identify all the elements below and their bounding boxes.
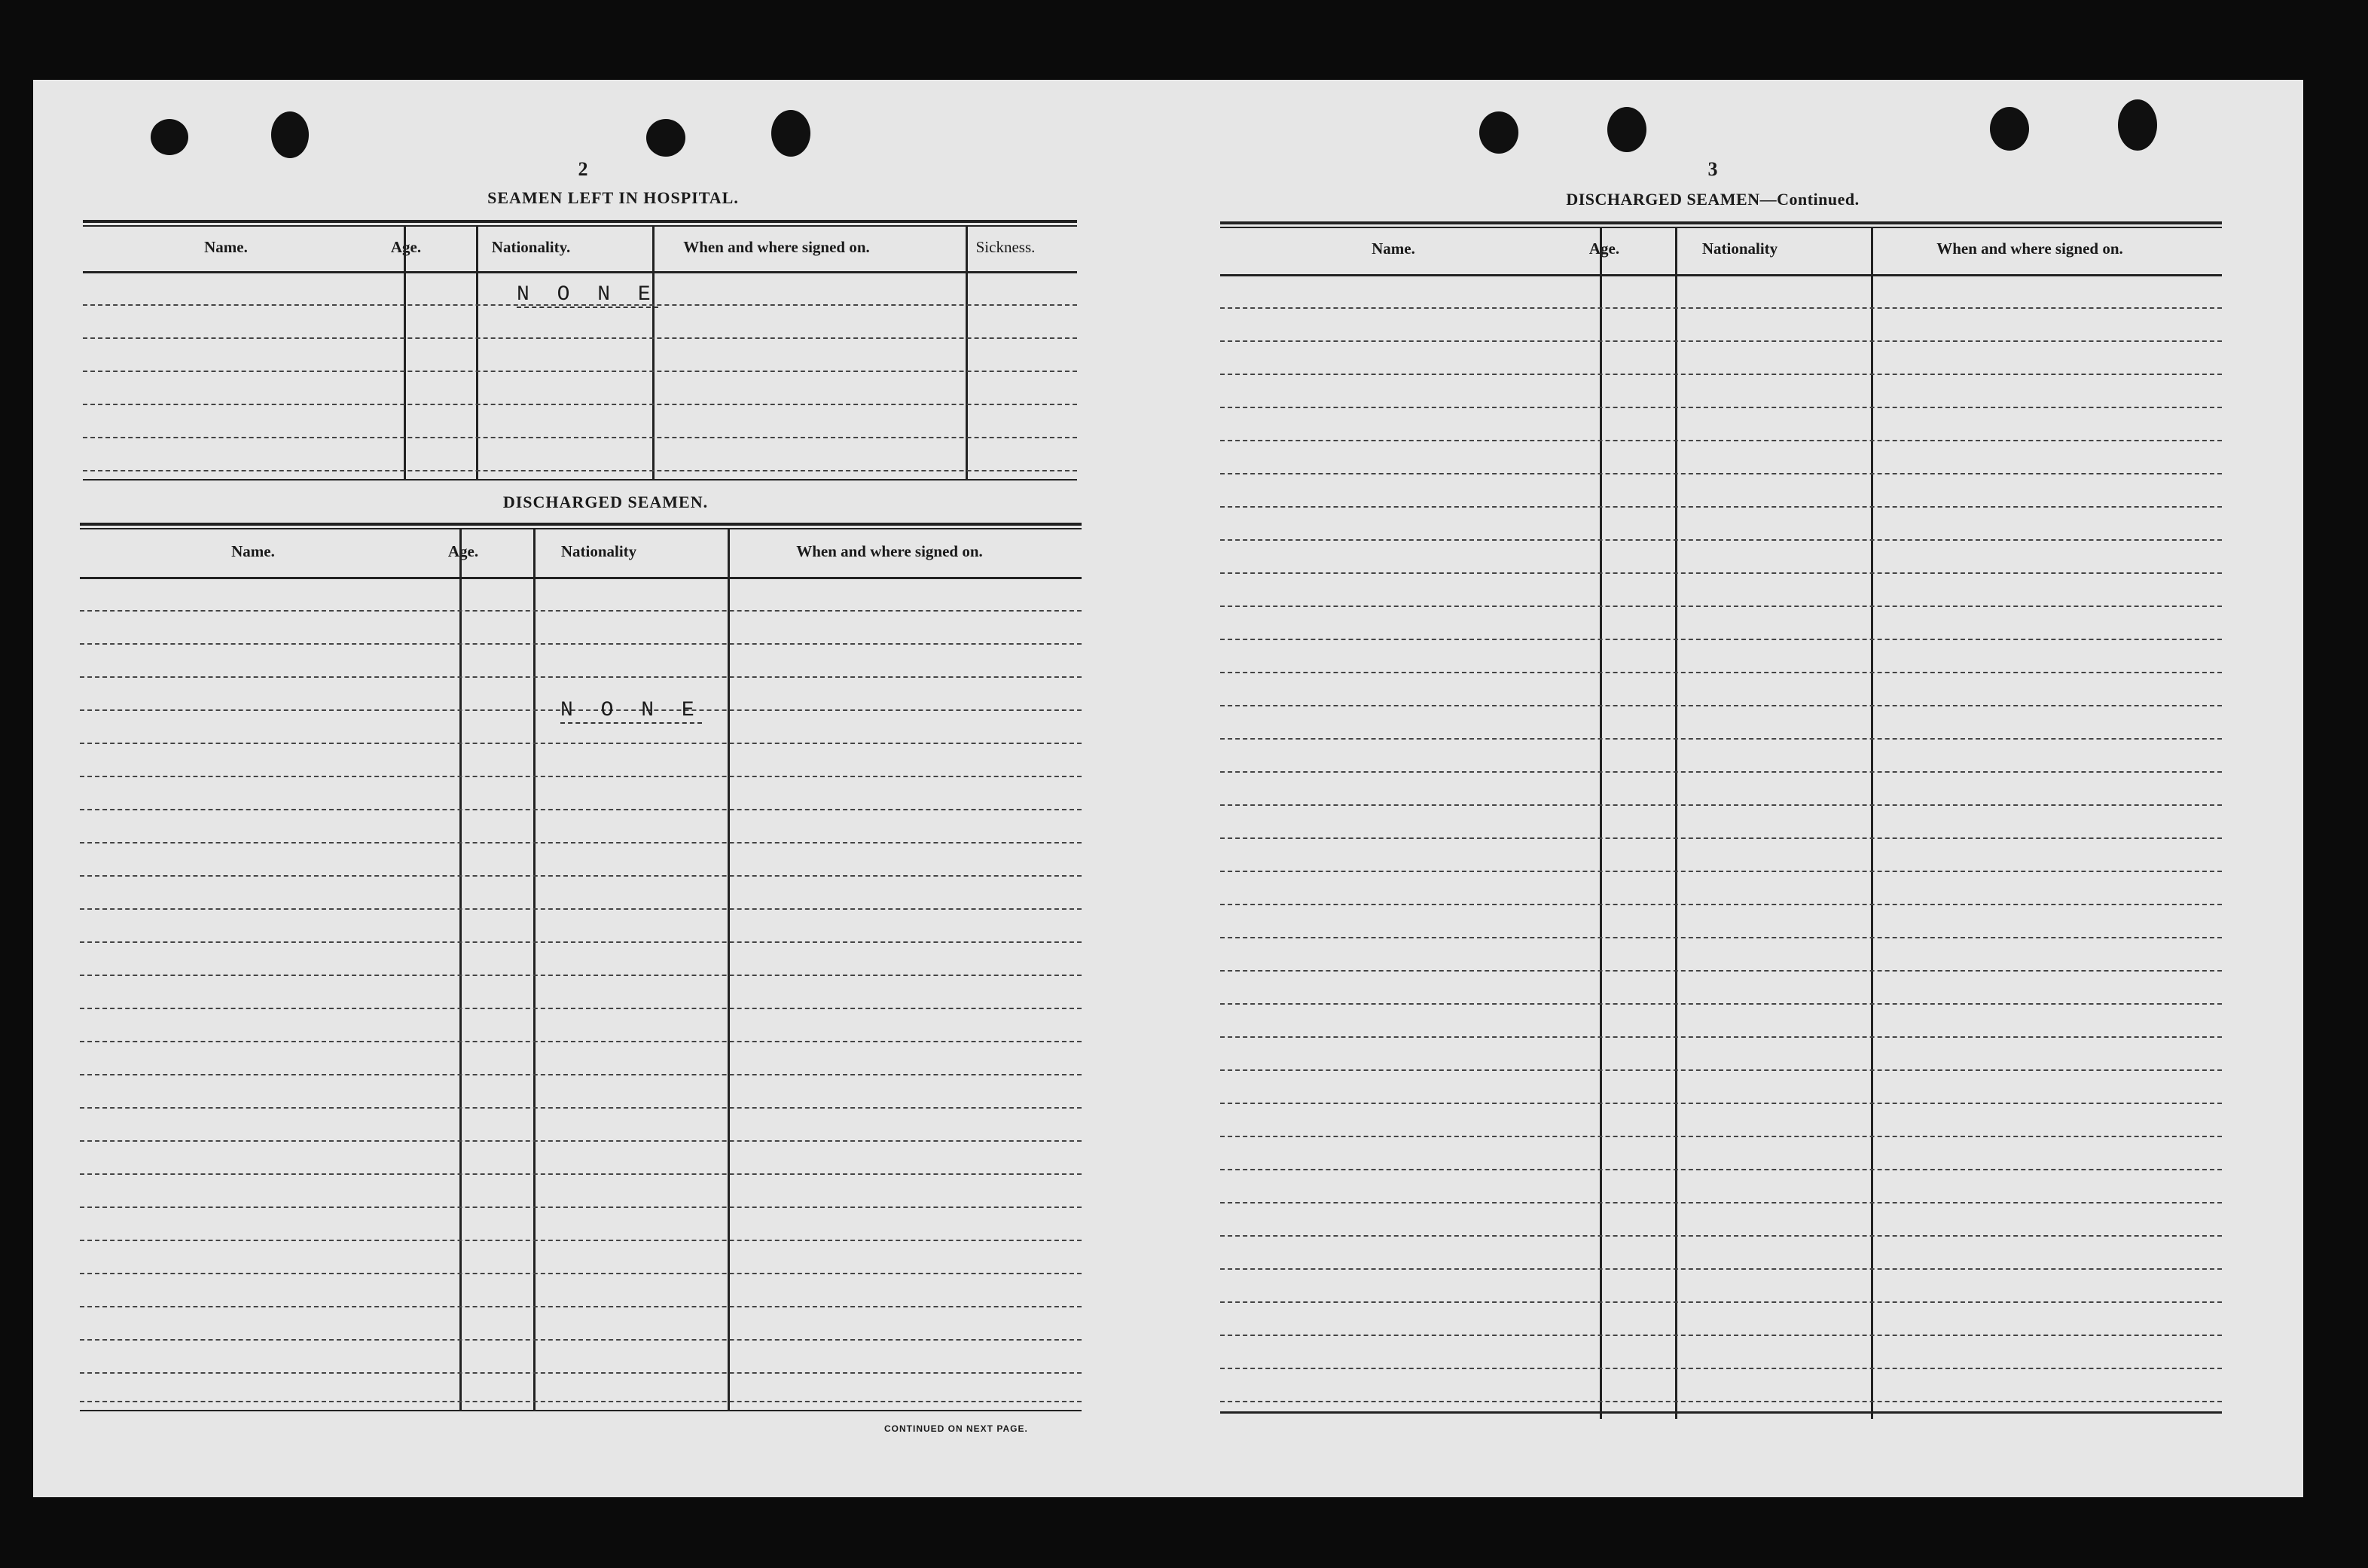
col-header-signed-on: When and where signed on. — [796, 542, 983, 560]
punch-hole — [771, 110, 810, 157]
right-page-number: 3 — [1707, 158, 1718, 180]
document-sheet — [33, 80, 2303, 1497]
col-header-age: Age. — [447, 542, 479, 560]
hospital-none-entry: N O N E — [517, 283, 658, 307]
punch-hole — [1479, 111, 1518, 154]
left-page-number: 2 — [578, 158, 588, 180]
col-header-nationality: Nationality. — [491, 238, 571, 256]
punch-hole — [271, 111, 309, 158]
col-header-signed-on: When and where signed on. — [1936, 239, 2123, 258]
punch-hole — [646, 119, 685, 157]
hospital-table — [83, 220, 1077, 566]
right-section-title: DISCHARGED SEAMEN—Continued. — [1566, 190, 1860, 209]
punch-hole — [1607, 107, 1646, 152]
col-header-nationality: Nationality — [1701, 239, 1778, 258]
discharged-table-left — [80, 523, 1082, 1419]
discharged-table-right — [1220, 221, 2222, 1426]
col-header-name: Name. — [1372, 239, 1415, 258]
col-header-sickness: Sickness. — [975, 238, 1036, 256]
punch-hole — [151, 119, 188, 155]
hospital-section-title: SEAMEN LEFT IN HOSPITAL. — [487, 188, 739, 207]
col-header-nationality: Nationality — [560, 542, 637, 560]
discharged-section-title: DISCHARGED SEAMEN. — [502, 493, 709, 511]
col-header-age: Age. — [390, 238, 422, 256]
col-header-age: Age. — [1588, 239, 1620, 258]
col-header-signed-on: When and where signed on. — [683, 238, 870, 256]
continued-footer: CONTINUED ON NEXT PAGE. — [884, 1423, 1028, 1434]
col-header-name: Name. — [204, 238, 248, 256]
col-header-name: Name. — [231, 542, 275, 560]
punch-hole — [1990, 107, 2029, 151]
punch-hole — [2118, 99, 2157, 151]
discharged-none-entry: N O N E — [560, 699, 702, 722]
